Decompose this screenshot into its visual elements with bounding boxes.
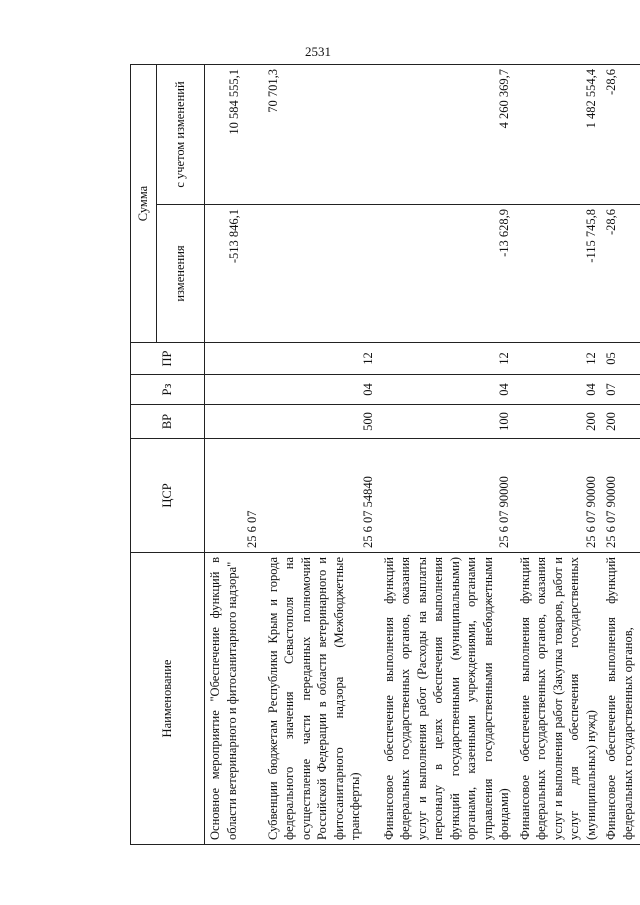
row-vr: 100 <box>379 405 515 439</box>
row-vr: 200 <box>515 405 602 439</box>
rotated-budget-table <box>130 65 635 845</box>
row-vr: 200 <box>601 405 640 439</box>
row-pr: 05 <box>601 343 640 375</box>
row-pr: 12 <box>515 343 602 375</box>
row-name: Финансовое обеспечение выполнения функций федеральных государственных органов, <box>601 553 640 845</box>
row-total: 4 260 369,7 <box>379 65 515 205</box>
row-pr: 12 <box>379 343 515 375</box>
row-change <box>263 205 379 343</box>
row-change: -13 628,9 <box>379 205 515 343</box>
row-change: -28,6 <box>601 205 640 343</box>
row-csr: 25 6 07 54840 <box>263 439 379 553</box>
row-total: 70 701,3 <box>263 65 379 205</box>
header-changes: изменения <box>157 205 205 343</box>
table-row <box>379 65 515 845</box>
row-name: Финансовое обеспечение выполнения функций федеральных государственных органов, оказания услуг и выполнения работ (Расходы на выплаты персоналу в целях обеспечения выполнения функций государственными (муниципальными) органами, казенными учреждениями, органами управления государственными внебюджетными фондами) <box>379 553 515 845</box>
table-row <box>263 65 379 845</box>
row-pr: 12 <box>263 343 379 375</box>
header-pr: ПР <box>131 343 205 375</box>
header-vr: ВР <box>131 405 205 439</box>
row-change: -115 745,8 <box>515 205 602 343</box>
table-row <box>205 65 263 845</box>
row-rz <box>205 375 263 405</box>
header-csr: ЦСР <box>131 439 205 553</box>
header-sum: Сумма <box>131 65 157 343</box>
row-csr: 25 6 07 90000 <box>515 439 602 553</box>
header-name: Наименование <box>131 553 205 845</box>
row-csr: 25 6 07 90000 <box>601 439 640 553</box>
row-rz: 04 <box>263 375 379 405</box>
row-rz: 04 <box>379 375 515 405</box>
row-total: -28,6 <box>601 65 640 205</box>
row-total: 10 584 555,1 <box>205 65 263 205</box>
row-name: Субвенции бюджетам Республики Крым и города федерального значения Севастополя на осуществление части переданных полномочий Российской Федерации в области ветеринарного и фитосанитарного надзора (Межбюджетные трансферты) <box>263 553 379 845</box>
row-change: -513 846,1 <box>205 205 263 343</box>
row-rz: 07 <box>601 375 640 405</box>
row-pr <box>205 343 263 375</box>
header-rz: Рз <box>131 375 205 405</box>
row-vr <box>205 405 263 439</box>
table-row <box>515 65 602 845</box>
row-csr: 25 6 07 90000 <box>379 439 515 553</box>
header-with-changes: с учетом изменений <box>157 65 205 205</box>
table-row <box>601 65 640 845</box>
row-name: Финансовое обеспечение выполнения функций федеральных государственных органов, оказания услуг и выполнения работ (Закупка товаров, работ и услуг для обеспечения государственных (муниципальных) нужд) <box>515 553 602 845</box>
page-number: 2531 <box>305 44 331 59</box>
row-rz: 04 <box>515 375 602 405</box>
row-name: Основное мероприятие "Обеспечение функций в области ветеринарного и фитосанитарного надзора" <box>205 553 263 845</box>
row-csr: 25 6 07 <box>205 439 263 553</box>
row-total: 1 482 554,4 <box>515 65 602 205</box>
row-vr: 500 <box>263 405 379 439</box>
budget-table <box>130 64 640 845</box>
